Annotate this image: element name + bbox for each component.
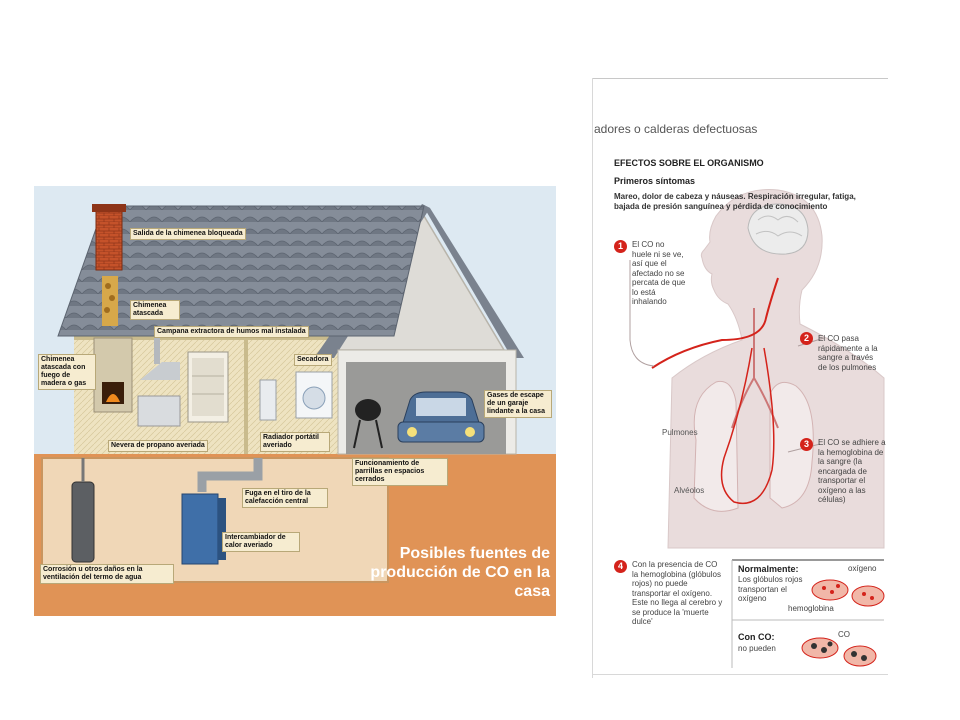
step-4-marker: 4	[614, 560, 627, 573]
label-grill: Funcionamiento de parrillas en espacios cerrados	[352, 458, 448, 486]
step-4-text: Con la presencia de CO la hemoglobina (glóbulos rojos) no puede transportar el oxígeno. Este no llega al cerebro y se produce la 'muerte dulce'	[632, 560, 723, 626]
label-extractor-hood: Campana extractora de humos mal instalada	[154, 326, 309, 338]
label-heating-leak: Fuga en el tiro de la calefacción central	[242, 488, 328, 508]
label-chimney-clogged: Chimenea atascada	[130, 300, 180, 320]
normal-text: Los glóbulos rojos transportan el oxígeno	[738, 575, 803, 603]
step-3-marker: 3	[800, 438, 813, 451]
house-title: Posibles fuentes de producción de CO en la casa	[370, 545, 550, 600]
with-co-text: no pueden	[738, 644, 776, 653]
lungs-label: Pulmones	[662, 428, 698, 437]
label-propane-fridge: Nevera de propano averiada	[108, 440, 208, 452]
label-garage-exhaust: Gases de escape de un garaje lindante a la casa	[484, 390, 552, 418]
step-1-marker: 1	[614, 240, 627, 253]
hemoglobin-label: hemoglobina	[788, 604, 834, 613]
portable-radiator	[260, 380, 276, 420]
caption-text: adores o calderas defectuosas	[594, 122, 758, 136]
normal-red-cells	[812, 580, 884, 606]
symptoms-heading: Primeros síntomas	[614, 176, 696, 186]
label-fireplace: Chimenea atascada con fuego de madera o gas	[38, 354, 96, 390]
label-dryer: Secadora	[294, 354, 332, 366]
water-heater	[72, 482, 94, 562]
oxygen-label: oxígeno	[848, 564, 877, 573]
label-heat-exchanger: Intercambiador de calor averiado	[222, 532, 300, 552]
step-2-marker: 2	[800, 332, 813, 345]
effects-heading: EFECTOS SOBRE EL ORGANISMO	[614, 158, 764, 168]
stove	[138, 396, 180, 426]
symptoms-text: Mareo, dolor de cabeza y náuseas. Respiración irregular, fatiga, bajada de presión sanguínea y pérdida de conocimiento	[614, 192, 856, 211]
step-1-text: El CO no huele ni se ve, así que el afectado no se percata de que lo está inhalando	[632, 240, 686, 306]
with-co-title: Con CO:	[738, 632, 775, 642]
chimney-flue	[102, 276, 118, 326]
label-portable-radiator: Radiador portátil averiado	[260, 432, 330, 452]
label-water-heater-corrosion: Corrosión u otros daños en la ventilación del termo de agua	[40, 564, 174, 584]
step-3-text: El CO se adhiere a la hemoglobina de la sangre (la encargada de transportar el oxígeno a las células)	[818, 438, 886, 504]
normal-title: Normalmente:	[738, 564, 799, 574]
label-chimney-exit: Salida de la chimenea bloqueada	[130, 228, 246, 240]
co-red-cells	[802, 638, 876, 666]
step-2-text: El CO pasa rápidamente a la sangre a través de los pulmones	[818, 334, 878, 372]
co-effects-panel	[592, 78, 888, 678]
house-diagram	[34, 186, 556, 616]
boiler	[182, 494, 218, 564]
co-label: CO	[838, 630, 850, 639]
chimney	[96, 208, 122, 270]
alveoli-label: Alvéolos	[674, 486, 705, 495]
